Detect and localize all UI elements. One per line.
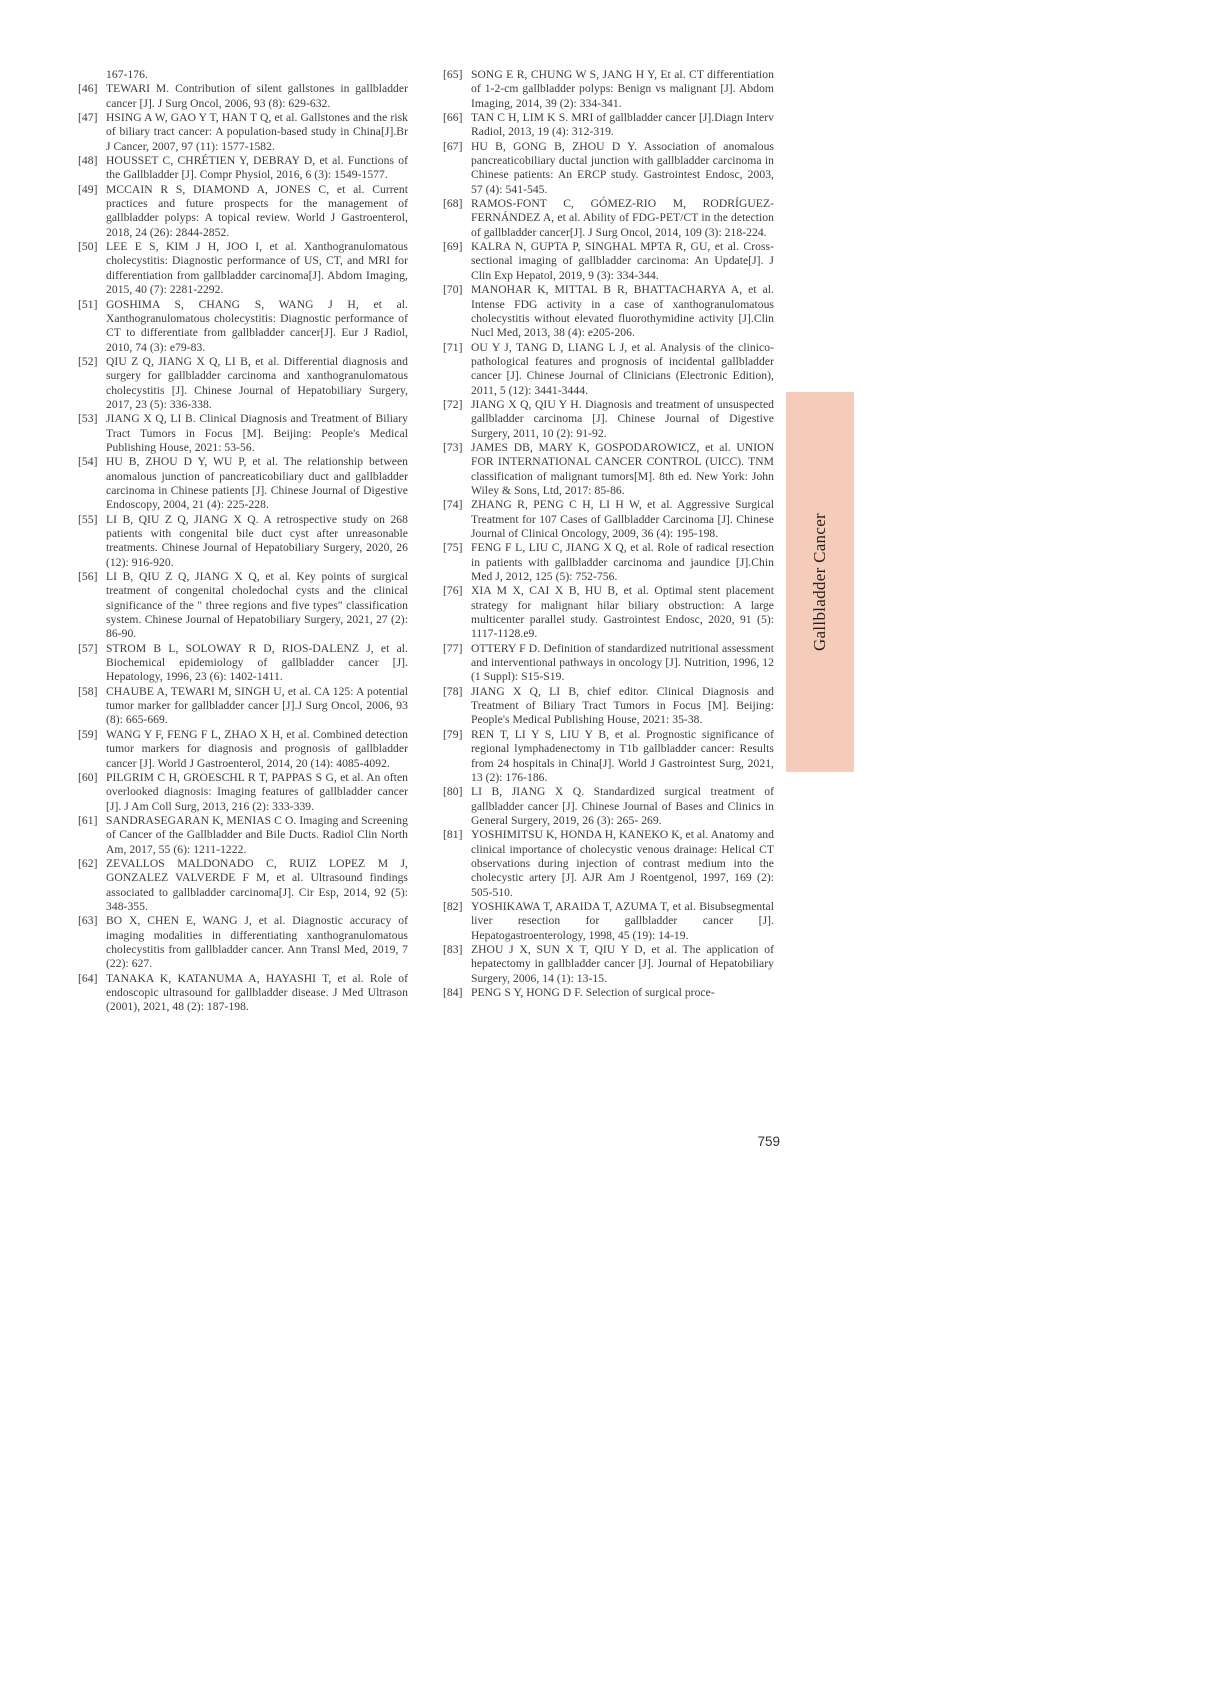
reference-number: [66] [443, 111, 463, 125]
reference-number: [73] [443, 440, 463, 454]
reference-text: LEE E S, KIM J H, JOO I, et al. Xanthogranulomatous cholecystitis: Diagnostic performance of US, CT, and MRI for differentiation from gallbladder carcinoma[J]. Abdom Imaging, 2015, 40 (7): 2281-2292. [106, 240, 408, 297]
reference-entry [78, 728, 408, 771]
reference-text: SONG E R, CHUNG W S, JANG H Y, Et al. CT differentiation of 1-2-cm gallbladder polyps: Benign vs malignant [J]. Abdom Imaging, 2014, 39 (2): 334-341. [471, 68, 774, 110]
reference-number: [82] [443, 899, 463, 913]
reference-text: HSING A W, GAO Y T, HAN T Q, et al. Gallstones and the risk of biliary tract cancer: A population-based study in China[J].Br J Cancer, 2007, 97 (11): 1577-1582. [106, 111, 408, 153]
reference-text: YOSHIMITSU K, HONDA H, KANEKO K, et al. Anatomy and clinical importance of cholecystic venous drainage: Helical CT observations during injection of contrast medium into the cholecystic artery [J]. AJR Am J Roentgenol, 1997, 169 (2): 505-510. [471, 828, 774, 899]
reference-entry [78, 298, 408, 355]
reference-number: [80] [443, 785, 463, 799]
reference-entry [443, 685, 774, 728]
reference-text: OU Y J, TANG D, LIANG L J, et al. Analysis of the clinico-pathological features and prognosis of incidental gallbladder cancer [J]. Chinese Journal of Clinicians (Electronic Edition), 2011, 5 (12): 3441-3444. [471, 340, 774, 397]
reference-text: LI B, QIU Z Q, JIANG X Q, et al. Key points of surgical treatment of congenital choledochal cysts and the clinical significance of the " three regions and five types" classification system. Chinese Journal of Hepatobiliary Surgery, 2021, 27 (2): 86-90. [106, 570, 408, 641]
reference-number: [72] [443, 397, 463, 411]
reference-entry [443, 642, 774, 685]
reference-text: TEWARI M. Contribution of silent gallstones in gallbladder cancer [J]. J Surg Oncol, 2006, 93 (8): 629-632. [106, 82, 408, 110]
reference-entry [443, 283, 774, 340]
reference-entry [443, 240, 774, 283]
reference-entry [443, 68, 774, 111]
reference-list-right [443, 68, 774, 1000]
reference-number: [55] [78, 512, 98, 526]
reference-number: [60] [78, 770, 98, 784]
reference-number: [63] [78, 914, 98, 928]
reference-text: ZHOU J X, SUN X T, QIU Y D, et al. The application of hepatectomy in gallbladder cancer [J]. Journal of Hepatobiliary Surgery, 2006, 14 (1): 13-15. [471, 942, 774, 985]
reference-entry [443, 441, 774, 498]
reference-text: JIANG X Q, LI B, chief editor. Clinical Diagnosis and Treatment of Biliary Tract Tumors in Focus [M]. Beijing: People's Medical Publishing House, 2021: 35-38. [471, 684, 774, 727]
reference-number: [75] [443, 541, 463, 555]
reference-entry [78, 914, 408, 971]
reference-number: [49] [78, 182, 98, 196]
reference-entry [78, 240, 408, 297]
reference-text: XIA M X, CAI X B, HU B, et al. Optimal stent placement strategy for malignant hilar biliary obstruction: A large multicenter parallel study. Gastrointest Endosc, 2020, 91 (5): 1117-1128.e9. [471, 584, 774, 641]
reference-number: [68] [443, 197, 463, 211]
reference-number: [58] [78, 684, 98, 698]
reference-column-left [78, 68, 408, 1015]
reference-text: YOSHIKAWA T, ARAIDA T, AZUMA T, et al. Bisubsegmental liver resection for gallbladder cancer [J]. Hepatogastroenterology, 1998, 45 (19): 14-19. [471, 899, 774, 942]
reference-text: CHAUBE A, TEWARI M, SINGH U, et al. CA 125: A potential tumor marker for gallbladder cancer [J].J Surg Oncol, 2006, 93 (8): 665-669. [106, 684, 408, 727]
reference-entry [443, 498, 774, 541]
reference-entry [78, 412, 408, 455]
reference-text: JIANG X Q, LI B. Clinical Diagnosis and Treatment of Biliary Tract Tumors in Focus [M]. Beijing: People's Medical Publishing House, 2021: 53-56. [106, 412, 408, 454]
reference-entry [443, 341, 774, 398]
reference-number: [51] [78, 297, 98, 311]
reference-text: FENG F L, LIU C, JIANG X Q, et al. Role of radical resection in patients with gallbladder carcinoma and jaundice [J].Chin Med J, 2012, 125 (5): 752-756. [471, 541, 774, 584]
reference-entry [78, 183, 408, 240]
reference-text: GOSHIMA S, CHANG S, WANG J H, et al. Xanthogranulomatous cholecystitis: Diagnostic performance of CT to differentiate from gallbladder cancer[J]. Eur J Radiol, 2010, 74 (3): e79-83. [106, 297, 408, 354]
reference-number: [59] [78, 727, 98, 741]
reference-text: MANOHAR K, MITTAL B R, BHATTACHARYA A, et al. Intense FDG activity in a case of xanthogranulomatous cholecystitis without elevated fluorothymidine activity [J].Clin Nucl Med, 2013, 38 (4): e205-206. [471, 283, 774, 340]
reference-entry [443, 986, 774, 1000]
reference-number: [47] [78, 111, 98, 125]
reference-text: TAN C H, LIM K S. MRI of gallbladder cancer [J].Diagn Interv Radiol, 2013, 19 (4): 312-319. [471, 111, 774, 139]
reference-number: [46] [78, 82, 98, 96]
reference-number: [64] [78, 971, 98, 985]
reference-entry [443, 398, 774, 441]
reference-text: RAMOS-FONT C, GÓMEZ-RIO M, RODRÍGUEZ-FERNÁNDEZ A, et al. Ability of FDG-PET/CT in the detection of gallbladder cancer[J]. J Surg Oncol, 2014, 109 (3): 218-224. [471, 197, 774, 239]
reference-entry [443, 541, 774, 584]
reference-entry [78, 857, 408, 914]
reference-number: [69] [443, 240, 463, 254]
reference-number: [76] [443, 584, 463, 598]
reference-number: [54] [78, 455, 98, 469]
reference-column-right [443, 68, 774, 1000]
section-side-tab-label: Gallbladder Cancer [810, 512, 829, 652]
reference-entry [78, 570, 408, 642]
reference-number: [81] [443, 828, 463, 842]
reference-entry [443, 900, 774, 943]
reference-number: [53] [78, 412, 98, 426]
reference-entry [78, 355, 408, 412]
reference-entry [443, 140, 774, 197]
reference-entry [78, 82, 408, 111]
reference-number: [62] [78, 856, 98, 870]
reference-text: OTTERY F D. Definition of standardized nutritional assessment and interventional pathways in oncology [J]. Nutrition, 1996, 12 (1 Suppl): S15-S19. [471, 641, 774, 684]
reference-text: HU B, ZHOU D Y, WU P, et al. The relationship between anomalous junction of pancreaticobiliary duct and gallbladder carcinoma in Chinese patients [J]. Chinese Journal of Digestive Endoscopy, 2004, 21 (4): 225-228. [106, 455, 408, 512]
reference-text: KALRA N, GUPTA P, SINGHAL MPTA R, GU, et al. Cross-sectional imaging of gallbladder carcinoma: An Update[J]. J Clin Exp Hepatol, 2019, 9 (3): 334-344. [471, 240, 774, 282]
reference-number: [48] [78, 154, 98, 168]
reference-entry [78, 154, 408, 183]
reference-entry [443, 197, 774, 240]
reference-text: SANDRASEGARAN K, MENIAS C O. Imaging and Screening of Cancer of the Gallbladder and Bile Ducts. Radiol Clin North Am, 2017, 55 (6): 1211-1222. [106, 813, 408, 856]
reference-text: PENG S Y, HONG D F. Selection of surgical proce- [471, 986, 715, 999]
reference-entry [78, 814, 408, 857]
reference-text: HOUSSET C, CHRÉTIEN Y, DEBRAY D, et al. Functions of the Gallbladder [J]. Compr Physiol, 2016, 6 (3): 1549-1577. [106, 154, 408, 182]
reference-text: QIU Z Q, JIANG X Q, LI B, et al. Differential diagnosis and surgery for gallbladder carcinoma and xanthogranulomatous cholecystitis [J]. Chinese Journal of Hepatobiliary Surgery, 2017, 23 (5): 336-338. [106, 354, 408, 411]
reference-entry [443, 111, 774, 140]
reference-entry [78, 642, 408, 685]
reference-number: [74] [443, 498, 463, 512]
reference-text: ZEVALLOS MALDONADO C, RUIZ LOPEZ M J, GONZALEZ VALVERDE F M, et al. Ultrasound findings associated to gallbladder carcinoma[J]. Cir Esp, 2014, 92 (5): 348-355. [106, 856, 408, 913]
reference-number: [70] [443, 283, 463, 297]
reference-text: PILGRIM C H, GROESCHL R T, PAPPAS S G, et al. An often overlooked diagnosis: Imaging features of gallbladder cancer [J]. J Am Coll Surg, 2013, 216 (2): 333-339. [106, 770, 408, 813]
reference-entry [78, 972, 408, 1015]
reference-entry [78, 513, 408, 570]
reference-number: [56] [78, 570, 98, 584]
reference-number: [79] [443, 727, 463, 741]
reference-number: [57] [78, 641, 98, 655]
reference-number: [78] [443, 684, 463, 698]
page-number: 759 [757, 1134, 780, 1149]
reference-number: [83] [443, 942, 463, 956]
reference-continuation: 167-176. [106, 68, 148, 81]
reference-text: TANAKA K, KATANUMA A, HAYASHI T, et al. Role of endoscopic ultrasound for gallbladder disease. J Med Ultrason (2001), 2021, 48 (2): 187-198. [106, 971, 408, 1014]
reference-entry [443, 728, 774, 785]
reference-entry [443, 584, 774, 641]
reference-text: REN T, LI Y S, LIU Y B, et al. Prognostic significance of regional lymphadenectomy in T1b gallbladder cancer: Results from 24 hospitals in China[J]. World J Gastrointest Surg, 2021, 13 (2): 176-186. [471, 727, 774, 784]
reference-entry [78, 771, 408, 814]
reference-number: [67] [443, 139, 463, 153]
reference-entry [443, 828, 774, 900]
reference-list-left [78, 82, 408, 1014]
reference-entry [443, 943, 774, 986]
reference-entry [443, 785, 774, 828]
reference-text: ZHANG R, PENG C H, LI H W, et al. Aggressive Surgical Treatment for 107 Cases of Gallbladder Carcinoma [J]. Chinese Journal of Clinical Oncology, 2009, 36 (4): 195-198. [471, 498, 774, 540]
reference-number: [61] [78, 813, 98, 827]
reference-text: JAMES DB, MARY K, GOSPODAROWICZ, et al. UNION FOR INTERNATIONAL CANCER CONTROL (UICC). TNM classification of malignant tumors[M]. 8th ed. New York: John Wiley & Sons, Ltd, 2017: 85-86. [471, 440, 774, 497]
reference-text: MCCAIN R S, DIAMOND A, JONES C, et al. Current practices and future prospects for the management of gallbladder polyps: A topical review. World J Gastroenterol, 2018, 24 (26): 2844-2852. [106, 182, 408, 239]
reference-entry [78, 685, 408, 728]
reference-entry [78, 455, 408, 512]
reference-entry [78, 111, 408, 154]
reference-text: WANG Y F, FENG F L, ZHAO X H, et al. Combined detection tumor markers for diagnosis and prognosis of gallbladder cancer [J]. World J Gastroenterol, 2014, 20 (14): 4085-4092. [106, 727, 408, 770]
reference-text: HU B, GONG B, ZHOU D Y. Association of anomalous pancreaticobiliary ductal junction with gallbladder carcinoma in Chinese patients: An ERCP study. Gastrointest Endosc, 2003, 57 (4): 541-545. [471, 139, 774, 196]
reference-text: LI B, JIANG X Q. Standardized surgical treatment of gallbladder cancer [J]. Chinese Journal of Bases and Clinics in General Surgery, 2019, 26 (3): 265- 269. [471, 785, 774, 827]
reference-text: STROM B L, SOLOWAY R D, RIOS-DALENZ J, et al. Biochemical epidemiology of gallbladder cancer [J]. Hepatology, 1996, 23 (6): 1402-1411. [106, 641, 408, 684]
reference-number: [84] [443, 986, 463, 999]
reference-number: [52] [78, 354, 98, 368]
reference-number: [71] [443, 340, 463, 354]
reference-number: [65] [443, 68, 463, 81]
reference-text: LI B, QIU Z Q, JIANG X Q. A retrospective study on 268 patients with congenital bile duct cyst after unreasonable treatments. Chinese Journal of Hepatobiliary Surgery, 2020, 26 (12): 916-920. [106, 512, 408, 569]
reference-number: [50] [78, 240, 98, 254]
section-side-tab [786, 392, 854, 772]
reference-number: [77] [443, 641, 463, 655]
reference-text: BO X, CHEN E, WANG J, et al. Diagnostic accuracy of imaging modalities in differentiating xanthogranulomatous cholecystitis from gallbladder cancer. Ann Transl Med, 2019, 7 (22): 627. [106, 914, 408, 971]
reference-text: JIANG X Q, QIU Y H. Diagnosis and treatment of unsuspected gallbladder carcinoma [J]. Chinese Journal of Digestive Surgery, 2011, 10 (2): 91-92. [471, 397, 774, 440]
